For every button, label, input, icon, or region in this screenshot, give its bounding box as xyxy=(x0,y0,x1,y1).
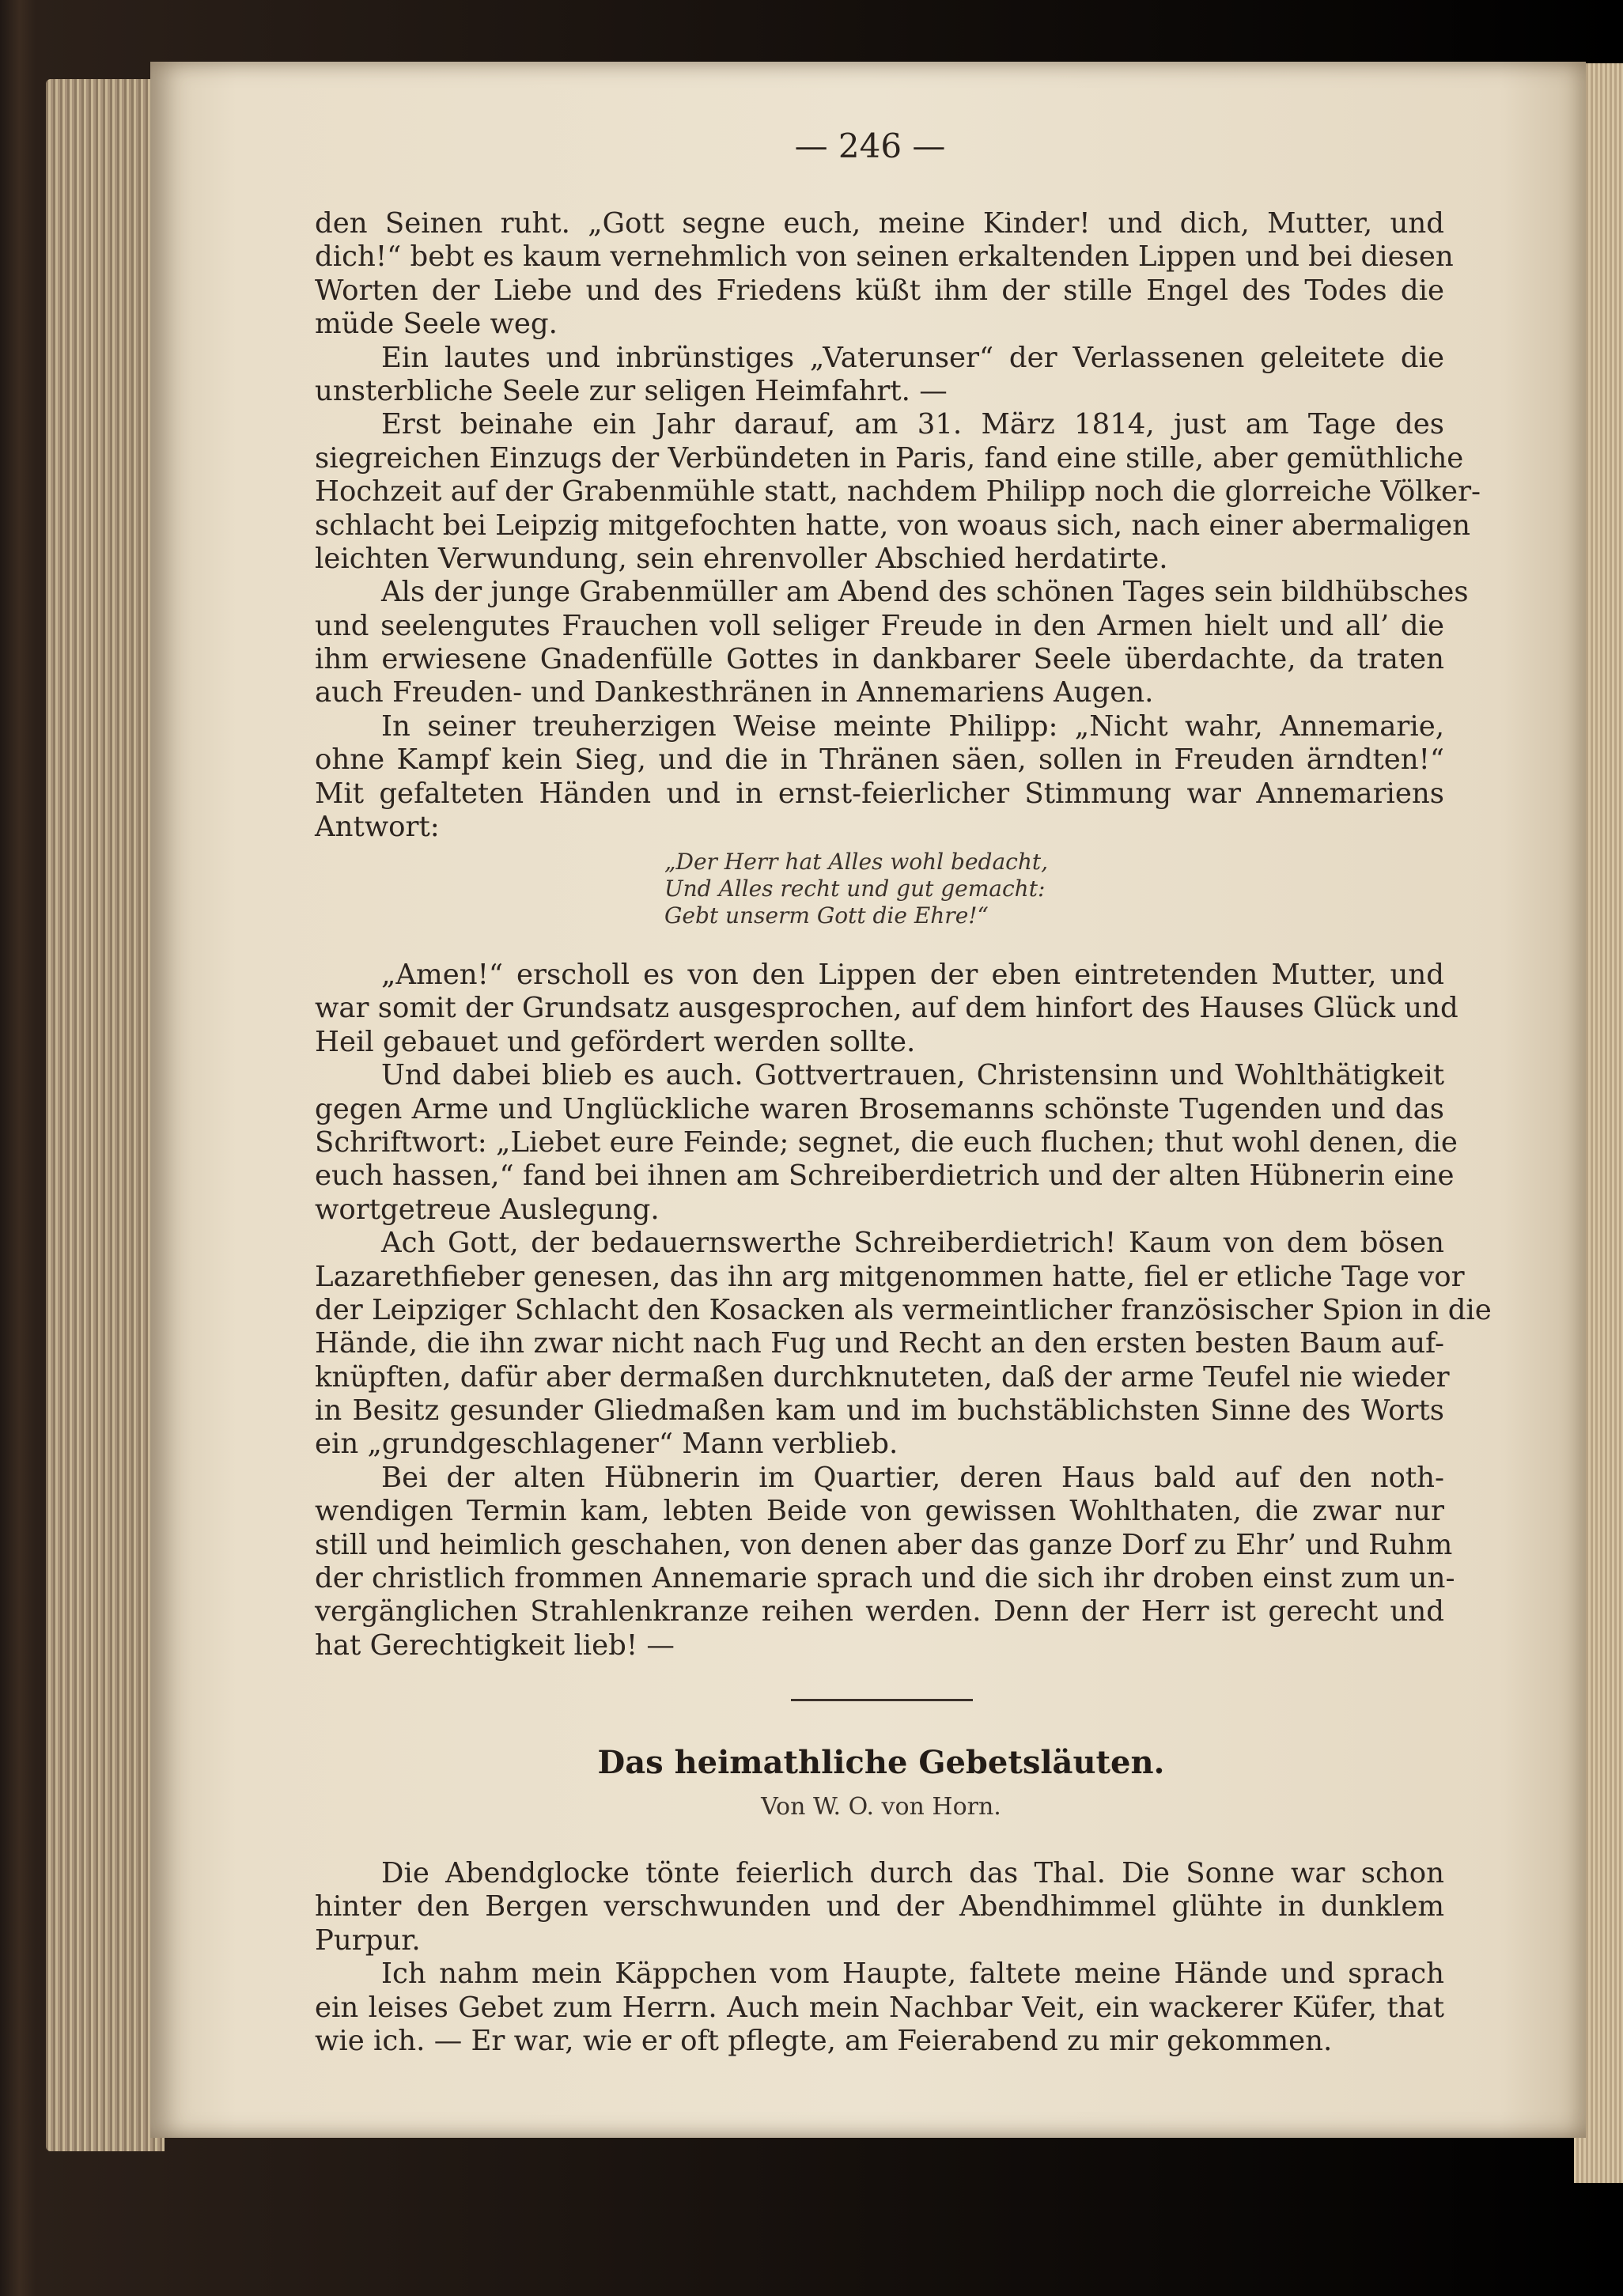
text-line: und seelengutes Frauchen voll seliger Freude in den Armen hielt und all’ die xyxy=(315,609,1444,642)
text-line: ein „grundgeschlagener“ Mann verblieb. xyxy=(315,1428,899,1461)
text-line: In seiner treuherzigen Weise meinte Philipp: „Nicht wahr, Annemarie, xyxy=(381,709,1444,743)
verse-line: Und Alles recht und gut gemacht: xyxy=(664,876,1046,902)
text-line: dich!“ bebt es kaum vernehmlich von seinen erkaltenden Lippen und bei diesen xyxy=(315,240,1454,274)
text-line: schlacht bei Leipzig mitgefochten hatte, von woaus sich, nach einer abermaligen xyxy=(315,509,1471,542)
page-number: — 246 — xyxy=(794,127,946,165)
text-line: knüpften, dafür aber dermaßen durchknuteten, daß der arme Teufel nie wieder xyxy=(315,1360,1450,1394)
section-divider xyxy=(791,1699,973,1701)
text-line: wendigen Termin kam, lebten Beide von gewissen Wohlthaten, die zwar nur xyxy=(315,1495,1444,1528)
text-line: still und heimlich geschahen, von denen aber das ganze Dorf zu Ehr’ und Ruhm xyxy=(315,1528,1453,1561)
story-byline: Von W. O. von Horn. xyxy=(761,1793,1001,1821)
text-line: euch hassen,“ fand bei ihnen am Schreiberdietrich und der alten Hübnerin eine xyxy=(315,1159,1455,1193)
text-line: Antwort: xyxy=(315,811,440,844)
text-line: Hochzeit auf der Grabenmühle statt, nachdem Philipp noch die glorreiche Völker- xyxy=(315,475,1481,509)
text-line: „Amen!“ erscholl es von den Lippen der eben eintretenden Mutter, und xyxy=(381,959,1444,991)
text-line: Hände, die ihn zwar nicht nach Fug und Recht an den ersten besten Baum auf- xyxy=(315,1327,1444,1360)
verse-line: Gebt unserm Gott die Ehre!“ xyxy=(664,902,989,929)
story-ending-text-continued xyxy=(315,959,1492,1662)
text-line: hat Gerechtigkeit lieb! — xyxy=(315,1628,675,1662)
verse-quote xyxy=(664,849,1218,929)
text-line: Mit gefalteten Händen und in ernst-feierlicher Stimmung war Annemariens xyxy=(315,777,1444,810)
text-line: Schriftwort: „Liebet eure Feinde; segnet, die euch fluchen; thut wohl denen, die xyxy=(315,1125,1458,1159)
text-line: ihm erwiesene Gnadenfülle Gottes in dankbarer Seele überdachte, da traten xyxy=(315,643,1444,676)
text-line: Purpur. xyxy=(315,1923,421,1957)
left-page-edges xyxy=(46,79,165,2151)
text-line: ohne Kampf kein Sieg, und die in Thränen säen, sollen in Freuden ärndten!“ xyxy=(315,743,1444,777)
story-ending-text xyxy=(315,207,1481,844)
text-line: Die Abendglocke tönte feierlich durch das Thal. Die Sonne war schon xyxy=(381,1857,1444,1889)
text-line: siegreichen Einzugs der Verbündeten in Paris, fand eine stille, aber gemüthliche xyxy=(315,441,1464,475)
text-line: den Seinen ruht. „Gott segne euch, meine Kinder! und dich, Mutter, und xyxy=(315,207,1444,240)
text-line: der christlich frommen Annemarie sprach und die sich ihr droben einst zum un- xyxy=(315,1562,1455,1595)
text-line: war somit der Grundsatz ausgesprochen, auf dem hinfort des Hauses Glück und xyxy=(315,992,1458,1025)
text-line: in Besitz gesunder Gliedmaßen kam und im buchstäblichsten Sinne des Worts xyxy=(315,1394,1444,1428)
text-line: Ach Gott, der bedauernswerthe Schreiberdietrich! Kaum von dem bösen xyxy=(381,1227,1444,1260)
text-line: gegen Arme und Unglückliche waren Brosemanns schönste Tugenden und das xyxy=(315,1092,1444,1125)
text-line: leichten Verwundung, sein ehrenvoller Abschied herdatirte. xyxy=(315,542,1168,575)
text-line: müde Seele weg. xyxy=(315,308,558,341)
text-line: Ich nahm mein Käppchen vom Haupte, faltete meine Hände und sprach xyxy=(381,1957,1444,1991)
text-line: Worten der Liebe und des Friedens küßt ihm der stille Engel des Todes die xyxy=(315,274,1444,307)
text-line: unsterbliche Seele zur seligen Heimfahrt. — xyxy=(315,374,948,407)
text-line: wortgetreue Auslegung. xyxy=(315,1193,660,1226)
verse-line: „Der Herr hat Alles wohl bedacht, xyxy=(664,849,1049,875)
text-line: Erst beinahe ein Jahr darauf, am 31. März 1814, just am Tage des xyxy=(381,408,1444,441)
text-line: vergänglichen Strahlenkranze reihen werden. Denn der Herr ist gerecht und xyxy=(315,1595,1444,1628)
text-line: wie ich. — Er war, wie er oft pflegte, am Feierabend zu mir gekommen. xyxy=(315,2024,1333,2057)
text-line: auch Freuden- und Dankesthränen in Annemariens Augen. xyxy=(315,676,1154,709)
text-line: hinter den Bergen verschwunden und der Abendhimmel glühte in dunklem xyxy=(315,1890,1444,1923)
story-title: Das heimathliche Gebetsläuten. xyxy=(597,1744,1165,1781)
text-line: Bei der alten Hübnerin im Quartier, deren Haus bald auf den noth- xyxy=(381,1461,1444,1494)
text-line: ein leises Gebet zum Herrn. Auch mein Nachbar Veit, ein wackerer Küfer, that xyxy=(315,1991,1444,2024)
text-line: Als der junge Grabenmüller am Abend des schönen Tages sein bildhübsches xyxy=(381,576,1469,609)
text-line: Und dabei blieb es auch. Gottvertrauen, Christensinn und Wohlthätigkeit xyxy=(381,1059,1444,1092)
text-line: Lazarethfieber genesen, das ihn arg mitgenommen hatte, fiel er etliche Tage vor xyxy=(315,1260,1465,1293)
text-line: Heil gebauet und gefördert werden sollte. xyxy=(315,1025,916,1058)
text-line: der Leipziger Schlacht den Kosacken als vermeintlicher französischer Spion in die xyxy=(315,1293,1492,1326)
new-story-text xyxy=(315,1857,1444,2058)
text-line: Ein lautes und inbrünstiges „Vaterunser“ der Verlassenen geleitete die xyxy=(381,341,1444,374)
